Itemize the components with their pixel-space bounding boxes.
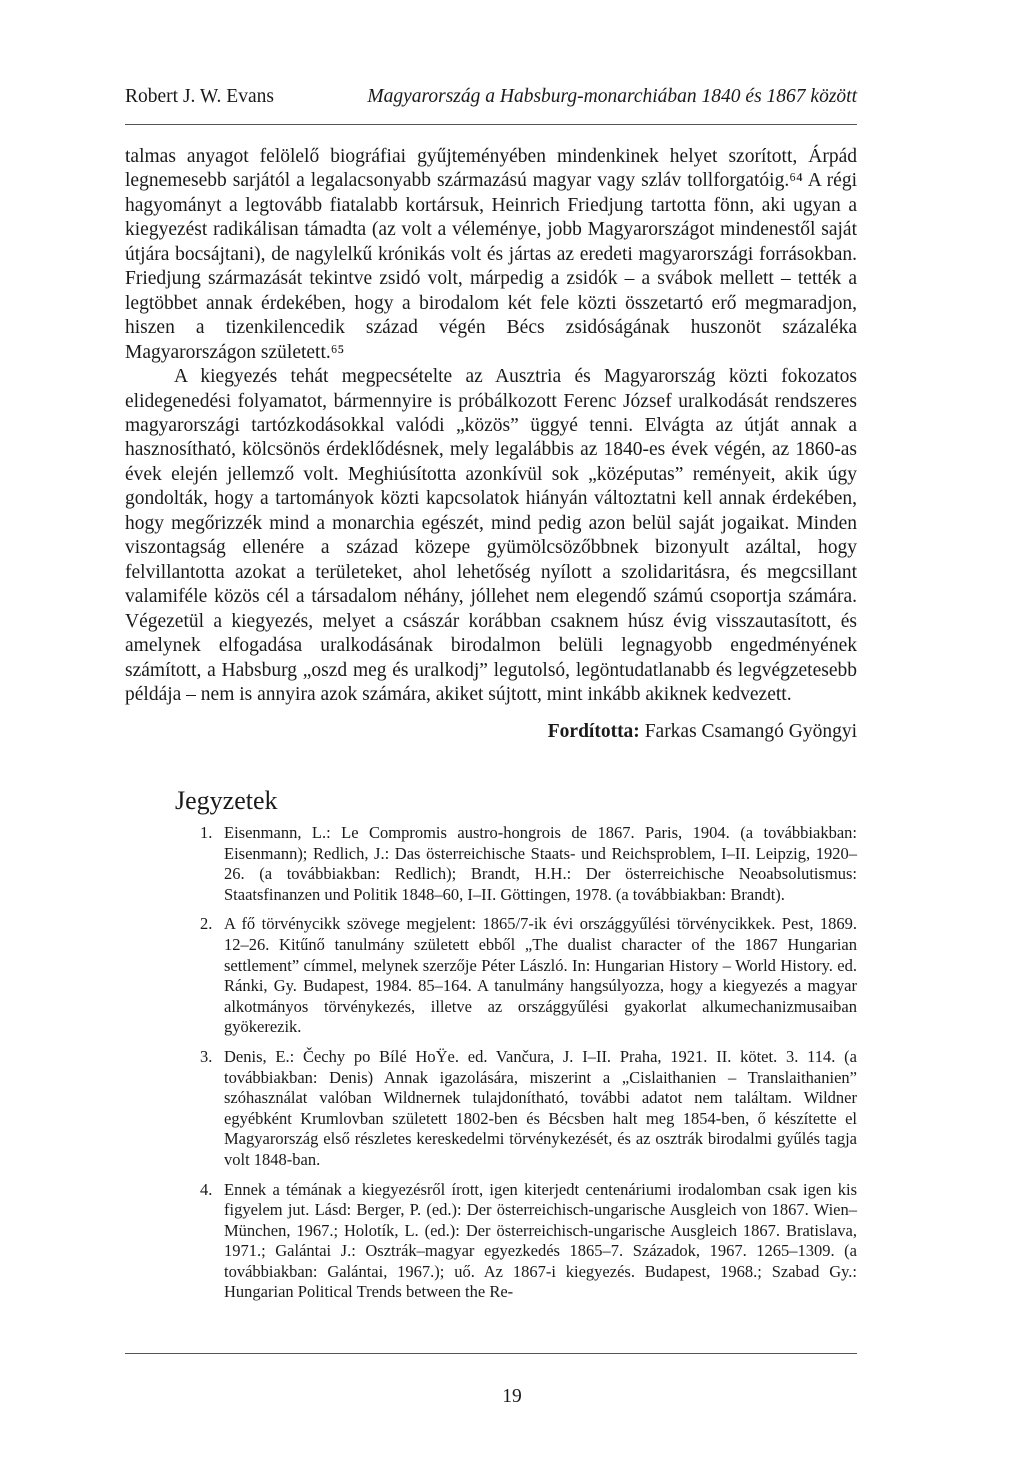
note-item [200,823,857,905]
note-number: 2. [200,914,213,934]
body-text [125,145,857,707]
note-text: A fő törvénycikk szövege megjelent: 1865/7-ik évi országgyűlési törvénycikkek. Pest, 1869. 12–26. Kitűnő tanulmány született ebből „The dualist character of the 1867 Hungarian settlement” címmel, melynek szerzője Péter László. In: Hungarian History – World History. ed. Ránki, Gy. Budapest, 1984. 85–164. A tanulmány hangsúlyozza, hogy a kiegyezés a magyar alkotmányos törvénykezés, illetve az országgyűlési gyakorlat alkumechanizmusaiban gyökerezik. [224,914,857,1037]
header-rule [125,124,857,125]
body-paragraph-1: talmas anyagot felölelő biográfiai gyűjteményében mindenkinek helyet szorított, Árpád legnemesebb sarjától a legalacsonyabb származású magyar vagy szláv tollforgatóig.⁶⁴ A régi hagyományt a legtovább fiatalabb kortársuk, Heinrich Friedjung tartotta fönn, aki ugyan a kiegyezést radikálisan támadta (az volt a véleménye, jobb Magyarországot mindenestől saját útjára bocsájtani), de nagylelkű krónikás volt és jártas az eredeti magyarországi forrásokban. Friedjung származását tekintve zsidó volt, márpedig a zsidók – a svábok mellett – tették a legtöbbet annak érdekében, hogy a birodalom két fele közti összetartó erő megmaradjon, hiszen a tizenkilencedik század végén Bécs zsidóságának huszonöt százaléka Magyarországon született.⁶⁵ [125,146,857,363]
translator-label: Fordította: [547,721,640,742]
header-author: Robert J. W. Evans [125,86,274,107]
note-item [200,1047,857,1171]
note-number: 4. [200,1179,213,1199]
note-number: 3. [200,1046,213,1066]
note-text: Ennek a témának a kiegyezésről írott, igen kiterjedt centenáriumi irodalomban csak igen kis figyelem jut. Lásd: Berger, P. (ed.): Der österreichisch-ungarische Ausgleich von 1867. Wien–München, 1967.; Holotík, L. (ed.): Der österreichisch-ungarische Ausgleich 1867. Bratislava, 1971.; Galántai J.: Osztrák–magyar egyezkedés 1865–7. Századok, 1967. 1265–1309. (a továbbiakban: Galántai, 1967.); uő. Az 1867-i kiegyezés. Budapest, 1968.; Szabad Gy.: Hungarian Political Trends between the Re- [224,1179,857,1302]
body-paragraph-2: A kiegyezés tehát megpecsételte az Ausztria és Magyarország közti fokozatos elidegenedési folyamatot, bármennyire is próbálkozott Ferenc József uralkodását rendszeres magyarországi tartózkodásokkal valódi „közös” üggyé tenni. Elvágta az útját annak a hasznosítható, kölcsönös érdeklődésnek, mely legalábbis az 1840-es évek végén, az 1860-as évek elején jellemző volt. Meghiúsította azonkívül sok „középutas” reményeit, akik úgy gondolták, hogy a tartományok közti kapcsolatok hiányán változtatni kell annak érdekében, hogy megőrizzék mind a monarchia egészét, mind pedig azon belül saját jogaikat. Minden viszontagság ellenére a század közepe gyümölcsözőbbnek bizonyult azáltal, hogy felvillantotta azokat a területeket, ahol lehetőség nyílott a szolidaritásra, és megcsillant valamiféle közös cél a társadalom néhány, jóllehet nem elegendő számú csoportja számára. Végezetül a kiegyezés, melyet a császár korábban csaknem húsz évig visszautasított, és amelynek elfogadása uralkodásának birodalmon belüli legnagyobb engedményének számított, a Habsburg „oszd meg és uralkodj” legutolsó, legöntudatlanabb és legvégzetesebb példája – nem is annyira azok számára, akiket sújtott, mint inkább akiknek kedvezett. [125,366,857,705]
notes-list [200,823,857,1312]
footer-rule [125,1353,857,1354]
note-item [200,1180,857,1304]
header-title: Magyarország a Habsburg-monarchiában 1840 és 1867 között [367,86,857,107]
note-item [200,914,857,1038]
translator-credit [548,719,857,745]
page-number: 19 [502,1386,522,1407]
notes-heading: Jegyzetek [175,786,278,815]
translator-name: Farkas Csamangó Gyöngyi [644,721,857,742]
note-text: Denis, E.: Čechy po Bílé HoŸe. ed. Vančura, J. I–II. Praha, 1921. II. kötet. 3. 114. (a továbbiakban: Denis) Annak igazolására, miszerint a „Cislaithanien – Translaithanien” szóhasználat valóban Wildnernek tulajdonítható, további adatot nem találtam. Wildner egyébként Krumlovban született 1802-ben és Bécsben halt meg 1854-ben, ő készítette el Magyarország első részletes kereskedelmi törvénykezését, és az osztrák birodalmi gyűlés tagja volt 1848-ban. [224,1046,857,1169]
note-number: 1. [200,823,213,842]
running-header [125,84,857,114]
note-text: Eisenmann, L.: Le Compromis austro-hongrois de 1867. Paris, 1904. (a továbbiakban: Eisenmann); Redlich, J.: Das österreichische Staats- und Reichsproblem, I–II. Leipzig, 1920–26. (a továbbiakban: Redlich); Brandt, H.H.: Der österreichische Neoabsolutismus: Staatsfinanzen und Politik 1848–60, I–II. Göttingen, 1978. (a továbbiakban: Brandt). [224,823,857,904]
